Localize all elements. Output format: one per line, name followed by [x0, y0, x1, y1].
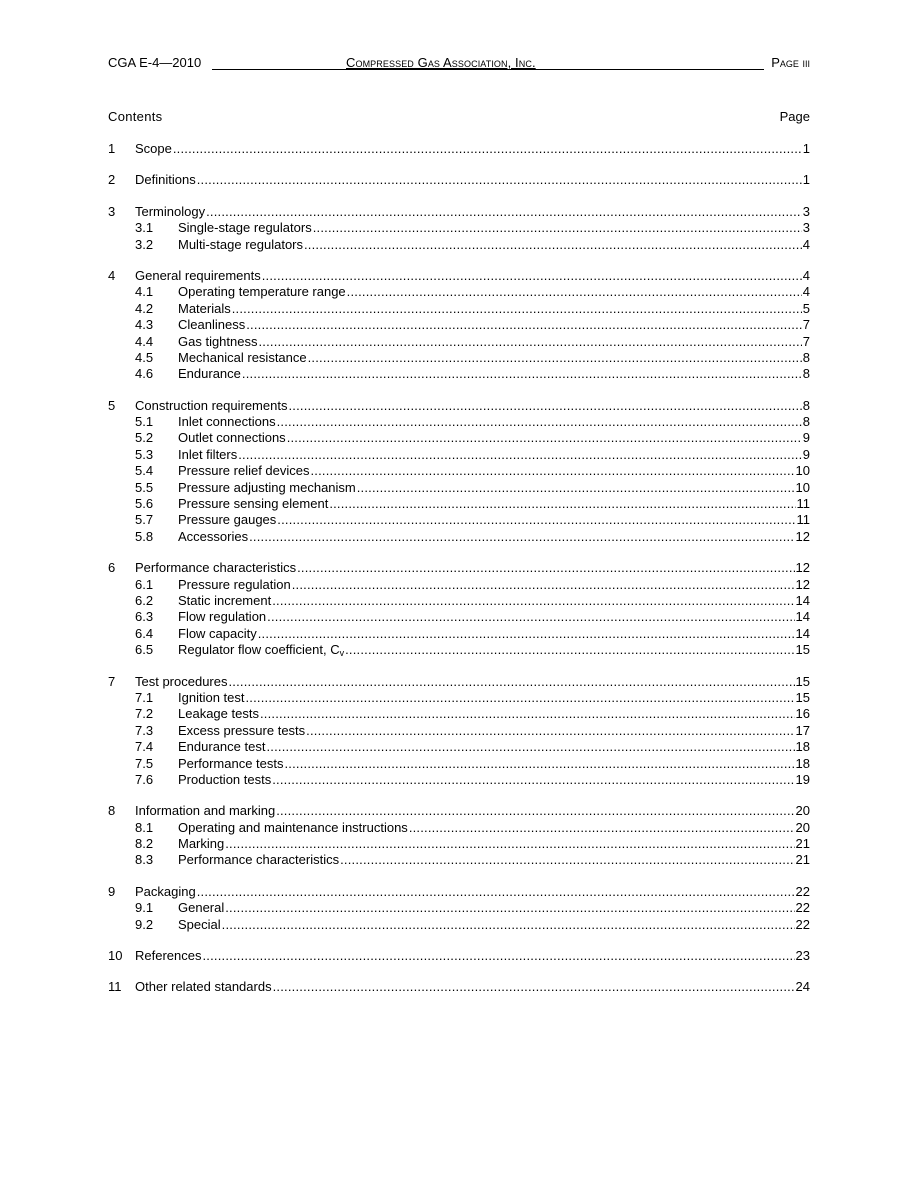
toc-subentry[interactable]	[108, 852, 810, 868]
toc-subentry-page: 3	[802, 220, 810, 236]
toc-subentry-title: Performance tests	[178, 755, 284, 771]
toc-leader-dots	[329, 496, 795, 512]
toc-subentry-title-wrap	[178, 723, 305, 739]
toc-entry-number: 7	[108, 673, 116, 689]
toc-entry-title: Terminology	[135, 203, 206, 219]
publisher-name: Compressed Gas Association, Inc.	[346, 55, 536, 70]
toc-subentry-title: Regulator flow coefficient, C	[178, 642, 340, 658]
toc-entry[interactable]	[108, 172, 810, 188]
toc-subentry-page: 7	[802, 317, 810, 333]
toc-leader-dots	[202, 948, 794, 964]
toc-leader-dots	[340, 852, 794, 868]
toc-subentry-title: Inlet connections	[178, 414, 276, 430]
toc-subentry-title: Leakage tests	[178, 706, 259, 722]
toc-subentry-title: Pressure adjusting mechanism	[178, 479, 356, 495]
toc-subentry-page: 15	[795, 642, 810, 658]
toc-subentry[interactable]	[108, 220, 810, 236]
toc-entry-number: 2	[108, 172, 116, 188]
toc-subentry-title-wrap	[178, 512, 276, 528]
contents-heading: Contents	[108, 109, 163, 124]
toc-subentry-number: 3.1	[135, 220, 154, 236]
toc-leader-dots	[242, 366, 802, 382]
toc-section-group	[108, 560, 810, 658]
page-column-heading: Page	[779, 109, 810, 124]
toc-subentry-title-wrap	[178, 301, 231, 317]
toc-subentry-number: 7.4	[135, 739, 154, 755]
toc-entry-page: 20	[795, 803, 810, 819]
toc-subentry-title: Single-stage regulators	[178, 220, 312, 236]
toc-subentry[interactable]	[108, 512, 810, 528]
toc-subentry[interactable]	[108, 690, 810, 706]
toc-subentry-number: 3.2	[135, 236, 154, 252]
toc-entry[interactable]	[108, 948, 810, 964]
toc-subentry-page: 21	[795, 852, 810, 868]
toc-subentry-page: 9	[802, 446, 810, 462]
toc-subentry-page: 4	[802, 236, 810, 252]
toc-subentry-number: 5.6	[135, 496, 154, 512]
toc-subentry-title-wrap	[178, 900, 224, 916]
toc-subentry-number: 7.1	[135, 689, 154, 705]
toc-leader-dots	[267, 609, 794, 625]
toc-subentry[interactable]	[108, 772, 810, 788]
toc-subentry-title-wrap	[178, 756, 284, 772]
toc-subentry-page: 17	[795, 722, 810, 738]
toc-subentry[interactable]	[108, 496, 810, 512]
toc-subentry-number: 6.2	[135, 592, 154, 608]
page-number: Page iii	[771, 55, 810, 70]
page-header	[108, 55, 810, 71]
toc-subentry-title-wrap	[178, 447, 237, 463]
toc-subentry-title: Ignition test	[178, 689, 245, 705]
toc-leader-dots	[238, 447, 802, 463]
toc-subentry-title: Endurance test	[178, 739, 266, 755]
toc-subentry-page: 12	[795, 528, 810, 544]
toc-subentry-title: Operating temperature range	[178, 284, 346, 300]
toc-subentry-page: 18	[795, 739, 810, 755]
toc-subentry[interactable]	[108, 284, 810, 300]
toc-leader-dots	[249, 529, 794, 545]
toc-entry-page: 3	[802, 203, 810, 219]
toc-subentry-title: Production tests	[178, 771, 272, 787]
toc-entry-number: 3	[108, 203, 116, 219]
toc-subentry-title-wrap	[178, 237, 303, 253]
toc-entry-title: Packaging	[135, 883, 196, 899]
toc-entry-number: 10	[108, 948, 123, 964]
toc-subentry-page: 15	[795, 689, 810, 705]
toc-subentry-page: 22	[795, 916, 810, 932]
toc-subentry-title-wrap	[178, 852, 339, 868]
toc-section-group	[108, 398, 810, 546]
toc-leader-dots	[260, 706, 795, 722]
toc-leader-dots	[304, 237, 802, 253]
toc-entry[interactable]	[108, 884, 810, 900]
toc-leader-dots	[232, 301, 802, 317]
toc-entry[interactable]	[108, 204, 810, 220]
toc-subentry-title: Special	[178, 916, 221, 932]
toc-subentry-title: Gas tightness	[178, 333, 258, 349]
toc-subentry-number: 4.1	[135, 284, 154, 300]
toc-subentry-page: 14	[795, 625, 810, 641]
toc-section-group	[108, 172, 810, 188]
toc-subentry-page: 18	[795, 755, 810, 771]
toc-subentry-number: 4.3	[135, 317, 154, 333]
toc-subentry-title: Inlet filters	[178, 446, 238, 462]
toc-subentry-number: 6.4	[135, 625, 154, 641]
toc-subentry-title-wrap	[178, 220, 312, 236]
toc-entry[interactable]	[108, 674, 810, 690]
toc-subentry[interactable]	[108, 900, 810, 916]
toc-subentry[interactable]	[108, 317, 810, 333]
toc-subentry-page: 9	[802, 430, 810, 446]
toc-subentry[interactable]	[108, 642, 810, 658]
toc-subentry-page: 14	[795, 609, 810, 625]
toc-subentry-number: 5.8	[135, 528, 154, 544]
toc-entry-title: Scope	[135, 141, 172, 156]
toc-subentry-title: Materials	[178, 300, 231, 316]
toc-leader-dots	[258, 626, 795, 642]
toc-subentry-title-wrap	[178, 366, 241, 382]
toc-subentry-title-wrap	[178, 820, 408, 836]
toc-entry[interactable]	[108, 803, 810, 819]
toc-subentry-title: Mechanical resistance	[178, 349, 307, 365]
toc-subentry-title-wrap	[178, 577, 291, 593]
toc-entry-number: 8	[108, 803, 116, 819]
toc-subentry-title-wrap	[178, 463, 310, 479]
toc-subentry-number: 5.3	[135, 446, 154, 462]
toc-subentry-number: 5.5	[135, 479, 154, 495]
toc-subentry-title: Pressure regulation	[178, 576, 291, 592]
toc-subentry[interactable]	[108, 739, 810, 755]
toc-subentry-title: Excess pressure tests	[178, 722, 306, 738]
toc-subentry-number: 7.2	[135, 706, 154, 722]
toc-subentry[interactable]	[108, 237, 810, 253]
toc-subentry[interactable]	[108, 366, 810, 382]
toc-subentry-title-wrap	[178, 642, 344, 658]
toc-section-group	[108, 204, 810, 253]
toc-subentry-title: Cleanliness	[178, 317, 246, 333]
toc-leader-dots	[308, 350, 802, 366]
toc-subentry-title: Flow regulation	[178, 609, 267, 625]
toc-subentry[interactable]	[108, 430, 810, 446]
toc-subentry-number: 6.5	[135, 642, 154, 658]
toc-section-group	[108, 674, 810, 789]
toc-subentry-number: 9.2	[135, 916, 154, 932]
toc-entry[interactable]	[108, 141, 810, 157]
toc-section-group	[108, 948, 810, 964]
toc-subentry[interactable]	[108, 334, 810, 350]
toc-subentry[interactable]	[108, 820, 810, 836]
toc-subentry[interactable]	[108, 463, 810, 479]
toc-subentry-title: Static increment	[178, 592, 272, 608]
toc-subentry-number: 6.1	[135, 576, 154, 592]
toc-subentry-title: Multi-stage regulators	[178, 236, 303, 252]
toc-subentry[interactable]	[108, 706, 810, 722]
toc-entry-number: 9	[108, 883, 116, 899]
toc-leader-dots	[266, 739, 794, 755]
toc-subentry-page: 19	[795, 771, 810, 787]
toc-subentry[interactable]	[108, 301, 810, 317]
toc-leader-dots	[246, 317, 802, 333]
toc-subentry-title-wrap	[178, 284, 346, 300]
toc-leader-dots	[357, 480, 795, 496]
document-id: CGA E-4—2010	[108, 55, 202, 70]
toc-subentry-title: Performance characteristics	[178, 852, 340, 868]
toc-subentry-title-wrap	[178, 593, 271, 609]
subscript-text: v	[339, 648, 345, 659]
toc-entry-page: 8	[802, 397, 810, 413]
toc-entry-title: Test procedures	[135, 673, 228, 689]
toc-leader-dots	[347, 284, 802, 300]
toc-subentry-title-wrap	[178, 836, 224, 852]
toc-subentry-number: 8.2	[135, 836, 154, 852]
toc-subentry-title-wrap	[178, 772, 271, 788]
toc-leader-dots	[313, 220, 802, 236]
toc-subentry[interactable]	[108, 756, 810, 772]
toc-leader-dots	[273, 979, 795, 995]
toc-leader-dots	[272, 593, 794, 609]
toc-subentry[interactable]	[108, 917, 810, 933]
toc-subentry-number: 5.2	[135, 430, 154, 446]
toc-subentry-title-wrap	[178, 739, 265, 755]
toc-leader-dots	[246, 690, 795, 706]
toc-subentry[interactable]	[108, 593, 810, 609]
toc-subentry-number: 4.5	[135, 349, 154, 365]
toc-subentry-number: 9.1	[135, 900, 154, 916]
toc-leader-dots	[259, 334, 802, 350]
toc-entry-page: 12	[795, 560, 810, 576]
toc-leader-dots	[297, 560, 794, 576]
toc-leader-dots	[277, 512, 795, 528]
toc-subentry-number: 5.4	[135, 463, 154, 479]
toc-subentry[interactable]	[108, 626, 810, 642]
toc-subentry-number: 4.2	[135, 300, 154, 316]
toc-subentry-number: 5.1	[135, 414, 154, 430]
toc-leader-dots	[229, 674, 795, 690]
toc-entry-number: 5	[108, 397, 116, 413]
toc-leader-dots	[345, 642, 794, 658]
toc-section-group	[108, 979, 810, 995]
toc-leader-dots	[225, 900, 794, 916]
toc-entry[interactable]	[108, 979, 810, 995]
toc-subentry-page: 8	[802, 349, 810, 365]
toc-subentry-page: 5	[802, 300, 810, 316]
toc-leader-dots	[222, 917, 795, 933]
toc-subentry-page: 11	[796, 512, 810, 528]
toc-leader-dots	[277, 414, 802, 430]
toc-subentry-title: Endurance	[178, 366, 241, 382]
toc-entry-number: 6	[108, 560, 116, 576]
toc-entry-number: 1	[108, 141, 116, 156]
toc-subentry-page: 8	[802, 366, 810, 382]
toc-entry-page: 24	[795, 979, 810, 995]
toc-leader-dots	[173, 141, 802, 157]
toc-subentry-title-wrap	[178, 334, 258, 350]
toc-entry-page: 4	[802, 267, 810, 283]
toc-subentry-title: Accessories	[178, 528, 249, 544]
toc-leader-dots	[409, 820, 795, 836]
toc-section-group	[108, 803, 810, 869]
toc-entry-title: Other related standards	[135, 979, 272, 995]
toc-subentry-page: 10	[795, 463, 810, 479]
toc-subentry[interactable]	[108, 447, 810, 463]
toc-subentry-number: 8.3	[135, 852, 154, 868]
toc-section-group	[108, 884, 810, 933]
toc-subentry-page: 7	[802, 333, 810, 349]
toc-subentry-title-wrap	[178, 350, 307, 366]
toc-section-group	[108, 141, 810, 157]
toc-leader-dots	[306, 723, 794, 739]
toc-subentry-page: 11	[796, 496, 810, 512]
toc-subentry[interactable]	[108, 609, 810, 625]
toc-subentry-title-wrap	[178, 626, 257, 642]
toc-subentry[interactable]	[108, 350, 810, 366]
toc-subentry-page: 10	[795, 479, 810, 495]
toc-subentry-title-wrap	[178, 706, 259, 722]
toc-section-group	[108, 268, 810, 383]
toc-leader-dots	[272, 772, 794, 788]
toc-entry-page: 1	[802, 141, 810, 156]
toc-subentry-number: 7.5	[135, 755, 154, 771]
toc-entry-title: Definitions	[135, 172, 196, 188]
toc-subentry-title: Marking	[178, 836, 225, 852]
toc-subentry[interactable]	[108, 836, 810, 852]
toc-subentry-page: 4	[802, 284, 810, 300]
toc-leader-dots	[287, 430, 802, 446]
toc-leader-dots	[311, 463, 795, 479]
toc-leader-dots	[206, 204, 802, 220]
toc-leader-dots	[285, 756, 795, 772]
toc-subentry-title: Pressure sensing element	[178, 496, 329, 512]
table-of-contents	[108, 141, 810, 1011]
toc-subentry-number: 7.6	[135, 771, 154, 787]
toc-entry-page: 1	[802, 172, 810, 188]
toc-subentry-number: 6.3	[135, 609, 154, 625]
toc-subentry-title: Pressure relief devices	[178, 463, 310, 479]
toc-subentry-number: 7.3	[135, 722, 154, 738]
toc-subentry-title-wrap	[178, 496, 328, 512]
toc-subentry-title-wrap	[178, 690, 245, 706]
toc-leader-dots	[225, 836, 794, 852]
toc-subentry[interactable]	[108, 480, 810, 496]
toc-leader-dots	[197, 884, 795, 900]
toc-subentry-title-wrap	[178, 529, 248, 545]
toc-subentry-number: 4.6	[135, 366, 154, 382]
toc-subentry-number: 4.4	[135, 333, 154, 349]
toc-subentry-title: Flow capacity	[178, 625, 257, 641]
toc-subentry-number: 8.1	[135, 819, 154, 835]
toc-subentry-title-wrap	[178, 430, 286, 446]
toc-subentry-page: 20	[795, 819, 810, 835]
toc-subentry-title-wrap	[178, 317, 245, 333]
toc-subentry-page: 16	[795, 706, 810, 722]
toc-subentry[interactable]	[108, 414, 810, 430]
toc-subentry-page: 12	[795, 576, 810, 592]
toc-entry-number: 11	[108, 979, 122, 995]
toc-entry[interactable]	[108, 398, 810, 414]
toc-subentry-title: General	[178, 900, 225, 916]
toc-subentry-title-wrap	[178, 609, 266, 625]
toc-leader-dots	[276, 803, 794, 819]
toc-entry[interactable]	[108, 560, 810, 576]
toc-subentry[interactable]	[108, 529, 810, 545]
toc-subentry-title-wrap	[178, 917, 221, 933]
toc-subentry-title-wrap	[178, 480, 356, 496]
toc-subentry-number: 5.7	[135, 512, 154, 528]
toc-subentry-page: 8	[802, 414, 810, 430]
toc-leader-dots	[288, 398, 801, 414]
toc-subentry-page: 14	[795, 592, 810, 608]
toc-subentry-page: 21	[795, 836, 810, 852]
toc-entry-page: 22	[795, 883, 810, 899]
toc-subentry-title: Outlet connections	[178, 430, 286, 446]
toc-entry-title: Information and marking	[135, 803, 276, 819]
toc-entry-title: Construction requirements	[135, 397, 288, 413]
toc-subentry[interactable]	[108, 577, 810, 593]
toc-subentry-title-wrap	[178, 414, 276, 430]
toc-entry[interactable]	[108, 268, 810, 284]
toc-subentry-title: Pressure gauges	[178, 512, 277, 528]
toc-entry-title: Performance characteristics	[135, 560, 297, 576]
toc-entry-title: References	[135, 948, 202, 964]
toc-entry-title: General requirements	[135, 267, 261, 283]
toc-subentry[interactable]	[108, 723, 810, 739]
toc-entry-page: 15	[795, 673, 810, 689]
toc-entry-number: 4	[108, 267, 116, 283]
toc-leader-dots	[262, 268, 802, 284]
toc-entry-page: 23	[795, 948, 810, 964]
toc-leader-dots	[292, 577, 795, 593]
toc-leader-dots	[197, 172, 802, 188]
toc-subentry-title: Operating and maintenance instructions	[178, 819, 408, 835]
toc-subentry-page: 22	[795, 900, 810, 916]
